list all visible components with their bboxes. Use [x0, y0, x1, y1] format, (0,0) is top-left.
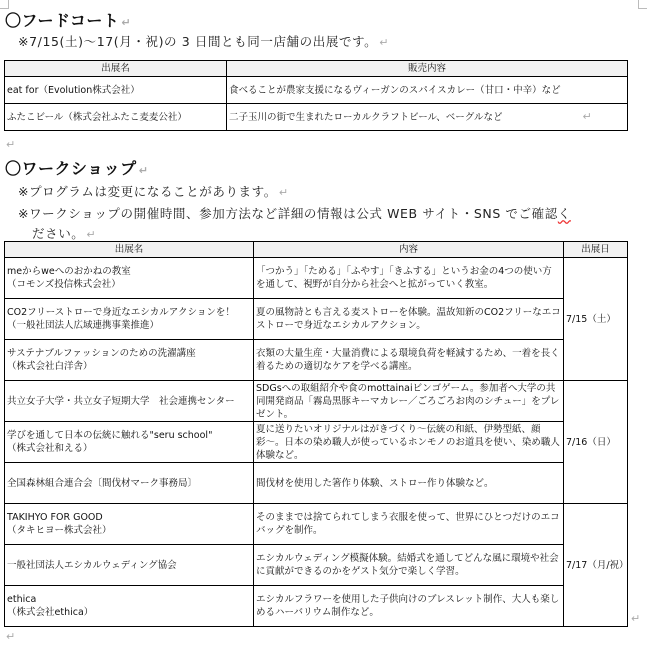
- exhibitor-cell: meからweへのおかねの教室 （コモンズ投信株式会社）: [5, 258, 254, 299]
- content-cell: そのままでは捨てられてしまう衣服を使って、世界にひとつだけのエコバッグを制作。: [254, 504, 564, 545]
- paragraph-mark: ↵: [6, 630, 16, 643]
- exhibitor-cell: サステナブルファッションのための洗濯講座 （株式会社白洋舎）: [5, 340, 254, 381]
- content-cell: 夏の風物詩とも言える麦ストローを体験。温故知新のCO2フリーなエコストローで身近なエシカルアクション。: [254, 299, 564, 340]
- exhibitor-cell: ethica （株式会社ethica）: [5, 586, 254, 627]
- workshop-heading: 〇ワークショップ ↵: [5, 159, 149, 178]
- food-table: [4, 60, 628, 131]
- exhibitor-name: eat for（Evolution株式会社）: [5, 77, 227, 104]
- table-row: [5, 545, 628, 586]
- table-row: [5, 340, 628, 381]
- workshop-note: ださい。 ↵: [32, 226, 97, 241]
- content-cell: 間伐材を使用した箸作り体験、ストロー作り体験など。: [254, 463, 564, 504]
- table-row: [5, 77, 628, 104]
- workshop-note: ※ワークショップの開催時間、参加方法など詳細の情報は公式 WEB サイト・SNS でご確認く: [18, 206, 571, 221]
- exhibitor-cell: 一般社団法人エシカルウェディング協会: [5, 545, 254, 586]
- sale-content: 二子玉川の街で生まれたローカルクラフトビール、ベーグルなど ↵: [227, 104, 628, 131]
- workshop-table: [4, 241, 628, 627]
- table-row: [5, 422, 628, 463]
- exhibitor-cell: CO2フリーストローで身近なエシカルアクションを！ （一般社団法人広域連携事業推進）: [5, 299, 254, 340]
- table-row: [5, 504, 628, 545]
- date-cell: 7/17（月/祝）: [564, 504, 628, 627]
- content-cell: 「つかう」「ためる」「ふやす」「きふする」というお金の4つの使い方を通して、視野が自分から社会へと拡がっていく教室。: [254, 258, 564, 299]
- table-row: [5, 586, 628, 627]
- paragraph-mark: ↵: [6, 138, 16, 151]
- col-header: 出展日: [564, 242, 628, 258]
- sale-content: 食べることが農家支援になるヴィーガンのスパイスカレー（甘口・中辛）など: [227, 77, 628, 104]
- table-row: [5, 258, 628, 299]
- content-cell: エシカルウェディング模擬体験。結婚式を通してどんな風に環境や社会に貢献ができるのかをゲスト気分で楽しく学習。: [254, 545, 564, 586]
- exhibitor-cell: 共立女子大学・共立女子短期大学 社会連携センター: [5, 381, 254, 422]
- exhibitor-name: ふたこビール（株式会社ふたこ麦麦公社）: [5, 104, 227, 131]
- table-row: [5, 381, 628, 422]
- exhibitor-cell: TAKIHYO FOR GOOD （タキヒヨー株式会社）: [5, 504, 254, 545]
- content-cell: エシカルフラワーを使用した子供向けのブレスレット制作、大人も楽しめるハーバリウム制作など。: [254, 586, 564, 627]
- workshop-note: ※プログラムは変更になることがあります。 ↵: [18, 184, 289, 199]
- col-header: 販売内容: [227, 61, 628, 77]
- table-row: [5, 104, 628, 131]
- date-cell: 7/16（日）: [564, 381, 628, 504]
- col-header: 内容: [254, 242, 564, 258]
- date-cell: 7/15（土）: [564, 258, 628, 381]
- table-row: [5, 299, 628, 340]
- table-row: [5, 463, 628, 504]
- content-cell: 衣類の大量生産・大量消費による環境負荷を軽減するため、一着を長く着るための適切なケアを学べる講座。: [254, 340, 564, 381]
- col-header: 出展名: [5, 61, 227, 77]
- paragraph-mark: ↵: [631, 612, 641, 625]
- exhibitor-cell: 全国森林組合連合会〔間伐材マーク事務局〕: [5, 463, 254, 504]
- content-cell: SDGsへの取組紹介や食のmottainaiビンゴゲーム。参加者へ大学の共同開発商品「霧島黒豚キーマカレー／ごろごろお肉のシチュー」をプレゼント。: [254, 381, 564, 422]
- food-heading: 〇フードコート ↵: [5, 11, 132, 30]
- col-header: 出展名: [5, 242, 254, 258]
- exhibitor-cell: 学びを通して日本の伝統に触れる"seru school" （株式会社和える）: [5, 422, 254, 463]
- content-cell: 夏に送りたいオリジナルはがきづくり〜伝統の和紙、伊勢型紙、顔彩〜。日本の染め職人が使っているホンモノのお道具を使い、染め職人体験など。: [254, 422, 564, 463]
- food-note: ※7/15(土)〜17(月・祝)の 3 日間とも同一店舗の出展です。 ↵: [18, 34, 390, 49]
- margin-corner-mark: [638, 0, 647, 9]
